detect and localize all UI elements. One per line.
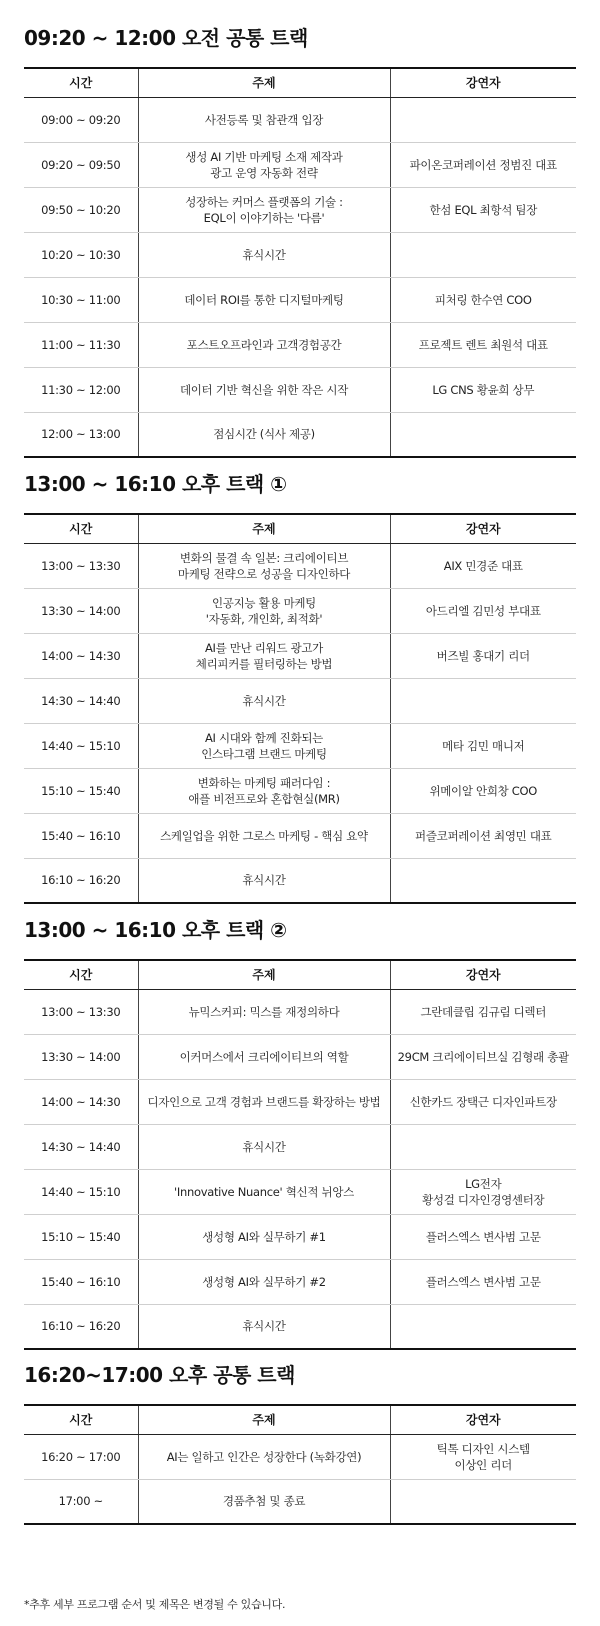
session-topic bbox=[138, 1304, 390, 1349]
session-time: 09:50 ~ 10:20 bbox=[24, 187, 138, 232]
session-topic-text: 휴식시간 bbox=[242, 1139, 286, 1154]
session-time: 13:30 ~ 14:00 bbox=[24, 1034, 138, 1079]
footnote: *추후 세부 프로그램 순서 및 제목은 변경될 수 있습니다. bbox=[24, 1598, 286, 1611]
session-speaker-text: 그란데클립 김규림 디렉터 bbox=[420, 1004, 547, 1019]
table-row bbox=[24, 277, 576, 322]
table-row bbox=[24, 543, 576, 588]
table-row bbox=[24, 1079, 576, 1124]
session-speaker bbox=[390, 989, 576, 1034]
header-time: 시간 bbox=[24, 68, 138, 97]
session-time: 12:00 ~ 13:00 bbox=[41, 427, 121, 442]
session-topic-text: 생성형 AI와 실무하기 #2 bbox=[202, 1274, 326, 1289]
table-row bbox=[24, 1304, 576, 1349]
session-topic bbox=[138, 543, 390, 588]
session-topic bbox=[138, 1169, 390, 1214]
session-time: 14:00 ~ 14:30 bbox=[24, 1079, 138, 1124]
session-speaker bbox=[390, 1304, 576, 1349]
session-topic-text: 휴식시간 bbox=[242, 1319, 286, 1334]
session-speaker-text: 29CM 크리에이티브실 김형래 총괄 bbox=[397, 1049, 569, 1064]
session-speaker-text: LG전자 황성걸 디자인경영센터장 bbox=[422, 1176, 545, 1207]
session-speaker-text: 프로젝트 렌트 최원석 대표 bbox=[418, 337, 548, 352]
session-time: 17:00 ~ bbox=[58, 1494, 103, 1509]
session-speaker-text: LG CNS 황윤희 상무 bbox=[432, 382, 535, 397]
table-row bbox=[24, 723, 576, 768]
table-row bbox=[24, 1124, 576, 1169]
table-header-row bbox=[24, 68, 576, 97]
session-topic bbox=[138, 1214, 390, 1259]
session-time: 15:40 ~ 16:10 bbox=[24, 1259, 138, 1304]
session-speaker-text: 퍼즐코퍼레이션 최영민 대표 bbox=[415, 828, 552, 843]
table-header-row bbox=[24, 1405, 576, 1434]
table-row bbox=[24, 412, 576, 457]
session-time: 13:30 ~ 14:00 bbox=[24, 588, 138, 633]
table-row bbox=[24, 1479, 576, 1524]
schedule-table-afternoon-track-1 bbox=[24, 513, 576, 904]
table-row bbox=[24, 367, 576, 412]
session-time: 16:20 ~ 17:00 bbox=[24, 1434, 138, 1479]
session-speaker-text: 아드리엘 김민성 부대표 bbox=[425, 603, 541, 618]
session-time: 14:40 ~ 15:10 bbox=[24, 723, 138, 768]
header-time: 시간 bbox=[24, 1405, 138, 1434]
session-topic bbox=[138, 97, 390, 142]
table-row bbox=[24, 97, 576, 142]
session-topic-text: 데이터 기반 혁신을 위한 작은 시작 bbox=[179, 382, 349, 397]
session-time: 10:20 ~ 10:30 bbox=[24, 232, 138, 277]
session-speaker bbox=[390, 1079, 576, 1124]
session-topic bbox=[138, 633, 390, 678]
session-speaker bbox=[390, 858, 576, 903]
session-speaker bbox=[390, 1259, 576, 1304]
session-time: 14:40 ~ 15:10 bbox=[24, 1169, 138, 1214]
session-speaker-text: 버즈빌 홍대기 리더 bbox=[436, 648, 530, 663]
session-topic bbox=[138, 989, 390, 1034]
session-topic-text: 'Innovative Nuance' 혁신적 뉘앙스 bbox=[174, 1184, 354, 1199]
session-speaker bbox=[390, 633, 576, 678]
session-topic bbox=[138, 1124, 390, 1169]
session-speaker bbox=[390, 277, 576, 322]
table-row bbox=[24, 142, 576, 187]
session-speaker bbox=[390, 97, 576, 142]
session-topic-text: 포스트오프라인과 고객경험공간 bbox=[186, 337, 342, 352]
section-title-afternoon-track-2: 13:00 ~ 16:10 오후 트랙 ② bbox=[24, 918, 287, 942]
table-row bbox=[24, 633, 576, 678]
session-speaker bbox=[390, 1124, 576, 1169]
session-topic bbox=[138, 232, 390, 277]
session-speaker-text: 메타 김민 매니저 bbox=[442, 738, 525, 753]
session-topic bbox=[138, 858, 390, 903]
session-topic bbox=[138, 367, 390, 412]
table-row bbox=[24, 768, 576, 813]
session-time: 10:30 ~ 11:00 bbox=[24, 277, 138, 322]
table-row bbox=[24, 1259, 576, 1304]
table-row bbox=[24, 858, 576, 903]
session-topic-text: 데이터 ROI를 통한 디지털마케팅 bbox=[184, 292, 344, 307]
session-topic-text: 디자인으로 고객 경험과 브랜드를 확장하는 방법 bbox=[147, 1094, 381, 1109]
schedule-table-afternoon-track-2 bbox=[24, 959, 576, 1350]
session-topic bbox=[138, 187, 390, 232]
header-time: 시간 bbox=[24, 514, 138, 543]
session-speaker bbox=[390, 1214, 576, 1259]
session-time: 14:30 ~ 14:40 bbox=[24, 678, 138, 723]
session-speaker bbox=[390, 1434, 576, 1479]
session-speaker-text: 틱톡 디자인 시스템 이상인 리더 bbox=[436, 1441, 530, 1472]
session-speaker-text: 위메이알 안희창 COO bbox=[429, 783, 538, 798]
section-title-afternoon-track-1: 13:00 ~ 16:10 오후 트랙 ① bbox=[24, 472, 287, 496]
session-speaker bbox=[390, 588, 576, 633]
session-time: 15:10 ~ 15:40 bbox=[24, 768, 138, 813]
table-header-row bbox=[24, 960, 576, 989]
session-topic bbox=[138, 813, 390, 858]
session-topic-text: 휴식시간 bbox=[242, 247, 286, 262]
session-topic-text: 성장하는 커머스 플랫폼의 기술 : EQL이 이야기하는 '다름' bbox=[185, 194, 343, 225]
session-topic bbox=[138, 1434, 390, 1479]
session-topic-text: 변화하는 마케팅 패러다임 : 애플 비전프로와 혼합현실(MR) bbox=[188, 775, 340, 806]
session-time: 09:00 ~ 09:20 bbox=[24, 97, 138, 142]
session-topic bbox=[138, 277, 390, 322]
session-time: 15:10 ~ 15:40 bbox=[24, 1214, 138, 1259]
header-topic: 주제 bbox=[138, 1405, 390, 1434]
session-topic-text: AI 시대와 함께 진화되는 인스타그램 브랜드 마케팅 bbox=[201, 730, 327, 761]
session-topic-text: 사전등록 및 참관객 입장 bbox=[204, 112, 324, 127]
session-speaker bbox=[390, 543, 576, 588]
table-row bbox=[24, 813, 576, 858]
session-topic-text: 스케일업을 위한 그로스 마케팅 - 핵심 요약 bbox=[160, 828, 368, 843]
session-topic bbox=[138, 1479, 390, 1524]
session-topic bbox=[138, 322, 390, 367]
session-speaker bbox=[390, 367, 576, 412]
session-time: 13:00 ~ 13:30 bbox=[24, 989, 138, 1034]
session-time: 16:10 ~ 16:20 bbox=[41, 1319, 121, 1334]
session-topic bbox=[138, 412, 390, 457]
session-topic-text: 생성 AI 기반 마케팅 소재 제작과 광고 운영 자동화 전략 bbox=[185, 149, 343, 180]
session-topic-text: 휴식시간 bbox=[242, 693, 286, 708]
header-topic: 주제 bbox=[138, 960, 390, 989]
session-topic-text: 경품추첨 및 종료 bbox=[222, 1494, 306, 1509]
session-time: 11:00 ~ 11:30 bbox=[24, 322, 138, 367]
session-speaker-text: 한섬 EQL 최항석 팀장 bbox=[429, 202, 538, 217]
header-speaker: 강연자 bbox=[390, 960, 576, 989]
session-topic bbox=[138, 1079, 390, 1124]
header-time: 시간 bbox=[24, 960, 138, 989]
session-time: 13:00 ~ 13:30 bbox=[24, 543, 138, 588]
session-topic bbox=[138, 588, 390, 633]
header-speaker: 강연자 bbox=[390, 514, 576, 543]
session-topic-text: AI를 만난 리워드 광고가 체리피커를 필터링하는 방법 bbox=[195, 640, 333, 671]
session-speaker bbox=[390, 678, 576, 723]
session-topic-text: 점심시간 (식사 제공) bbox=[213, 427, 315, 442]
session-speaker bbox=[390, 813, 576, 858]
session-speaker-text: 파이온코퍼레이션 정범진 대표 bbox=[409, 157, 557, 172]
header-topic: 주제 bbox=[138, 514, 390, 543]
section-title-morning-common: 09:20 ~ 12:00 오전 공통 트랙 bbox=[24, 26, 308, 50]
header-topic: 주제 bbox=[138, 68, 390, 97]
header-speaker: 강연자 bbox=[390, 68, 576, 97]
session-topic-text: 이커머스에서 크리에이티브의 역할 bbox=[179, 1049, 349, 1064]
table-row bbox=[24, 232, 576, 277]
section-title-afternoon-common: 16:20~17:00 오후 공통 트랙 bbox=[24, 1363, 295, 1387]
session-time: 15:40 ~ 16:10 bbox=[24, 813, 138, 858]
session-speaker bbox=[390, 322, 576, 367]
table-row bbox=[24, 187, 576, 232]
session-speaker bbox=[390, 232, 576, 277]
session-speaker bbox=[390, 1034, 576, 1079]
session-speaker bbox=[390, 1169, 576, 1214]
session-speaker bbox=[390, 187, 576, 232]
session-topic-text: 변화의 물결 속 일본: 크리에이티브 마케팅 전략으로 성공을 디자인하다 bbox=[177, 550, 351, 581]
session-topic-text: 뉴믹스커피: 믹스를 재정의하다 bbox=[188, 1004, 340, 1019]
table-row bbox=[24, 989, 576, 1034]
table-row bbox=[24, 322, 576, 367]
table-row bbox=[24, 1434, 576, 1479]
session-speaker bbox=[390, 768, 576, 813]
session-topic bbox=[138, 678, 390, 723]
session-speaker-text: 신한카드 장택근 디자인파트장 bbox=[409, 1094, 557, 1109]
session-topic-text: 휴식시간 bbox=[242, 873, 286, 888]
table-row bbox=[24, 588, 576, 633]
session-topic bbox=[138, 142, 390, 187]
session-speaker-text: AIX 민경준 대표 bbox=[443, 558, 523, 573]
table-header-row bbox=[24, 514, 576, 543]
schedule-table-afternoon-common bbox=[24, 1404, 576, 1525]
session-speaker bbox=[390, 723, 576, 768]
session-speaker-text: 피처링 한수연 COO bbox=[434, 292, 532, 307]
session-topic-text: 생성형 AI와 실무하기 #1 bbox=[202, 1229, 326, 1244]
session-time: 09:20 ~ 09:50 bbox=[24, 142, 138, 187]
session-speaker-text: 플러스엑스 변사범 고문 bbox=[425, 1274, 541, 1289]
session-topic-text: AI는 일하고 인간은 성장한다 (녹화강연) bbox=[166, 1449, 362, 1464]
session-time: 16:10 ~ 16:20 bbox=[41, 873, 121, 888]
session-speaker bbox=[390, 412, 576, 457]
table-row bbox=[24, 1169, 576, 1214]
session-topic-text: 인공지능 활용 마케팅 '자동화, 개인화, 최적화' bbox=[205, 595, 323, 626]
header-speaker: 강연자 bbox=[390, 1405, 576, 1434]
session-topic bbox=[138, 723, 390, 768]
session-time: 11:30 ~ 12:00 bbox=[24, 367, 138, 412]
table-row bbox=[24, 1034, 576, 1079]
session-time: 14:30 ~ 14:40 bbox=[24, 1124, 138, 1169]
schedule-table-morning-common bbox=[24, 67, 576, 458]
session-speaker bbox=[390, 1479, 576, 1524]
table-row bbox=[24, 678, 576, 723]
session-topic bbox=[138, 1034, 390, 1079]
session-topic bbox=[138, 768, 390, 813]
session-speaker-text: 플러스엑스 변사범 고문 bbox=[425, 1229, 541, 1244]
table-row bbox=[24, 1214, 576, 1259]
session-time: 14:00 ~ 14:30 bbox=[24, 633, 138, 678]
session-topic bbox=[138, 1259, 390, 1304]
session-speaker bbox=[390, 142, 576, 187]
